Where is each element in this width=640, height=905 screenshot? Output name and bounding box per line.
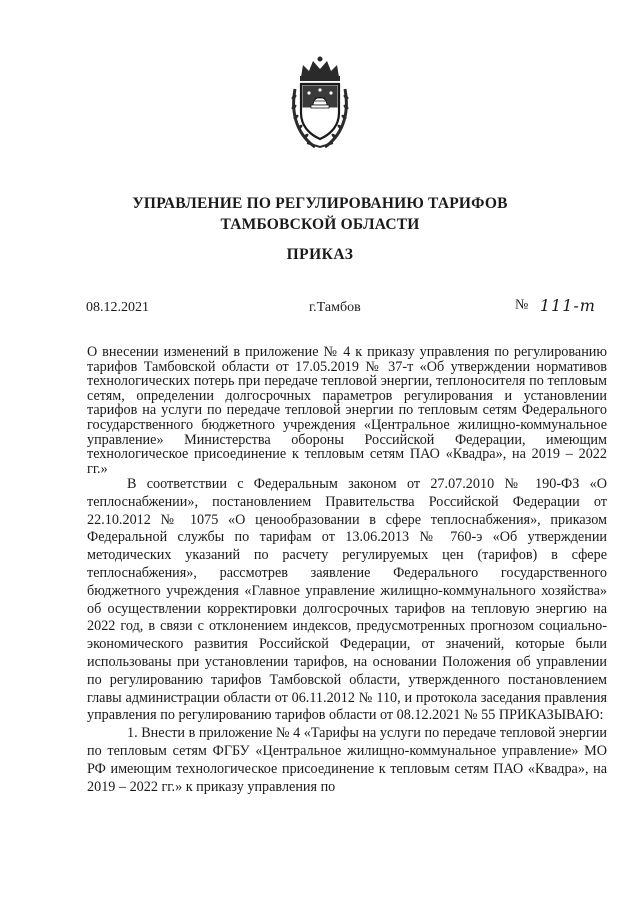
authority-line-1: УПРАВЛЕНИЕ ПО РЕГУЛИРОВАНИЮ ТАРИФОВ xyxy=(132,195,508,212)
order-subject: О внесении изменений в приложение № 4 к приказу управления по регулированию тарифов Тамбовской области от 17.05.2019 № 37-т «Об утверждении нормативов технологических потерь при передаче тепловой энергии, теплоносителя по тепловым сетям, определении долгосрочных параметров регулирования и установлении тарифов на услуги по передаче тепловой энергии по тепловым сетям Федерального государственного бюджетного учреждения «Центральное жилищно-коммунальное управление» Министерства обороны Российской Федерации, имеющим технологическое присоединение к тепловым сетям ПАО «Квадра», на 2019 – 2022 гг.» xyxy=(87,344,607,477)
tambov-coat-of-arms-emblem xyxy=(289,55,351,151)
authority-line-2: ТАМБОВСКОЙ ОБЛАСТИ xyxy=(220,216,420,233)
issuing-authority xyxy=(0,193,640,235)
order-date: 08.12.2021 xyxy=(86,300,149,315)
order-number xyxy=(515,296,596,315)
order-body xyxy=(87,476,607,796)
order-item-1: 1. Внести в приложение № 4 «Тарифы на услуги по передаче тепловой энергии по тепловым сетям ФГБУ «Центральное жилищно-коммунальное управление» МО РФ имеющим технологическое присоединение к тепловым сетям ПАО «Квадра», на 2019 – 2022 гг.» к приказу управления по xyxy=(87,725,607,795)
document-type-title: ПРИКАЗ xyxy=(286,246,354,263)
order-number-label: № xyxy=(515,297,529,313)
preamble-paragraph: В соответствии с Федеральным законом от 27.07.2010 № 190-ФЗ «О теплоснабжении», постановлением Правительства Российской Федерации от 22.10.2012 № 1075 «О ценообразовании в сфере теплоснабжения», приказом Федеральной службы по тарифам от 13.06.2013 № 760-э «Об утверждении методических указаний по расчету регулируемых цен (тарифов) в сфере теплоснабжения», рассмотрев заявление Федерального государственного бюджетного учреждения «Главное управление жилищно-коммунального хозяйства» об осуществлении корректировки долгосрочных тарифов на тепловую энергию на 2022 год, в связи с отклонением индексов, предусмотренных прогнозом социально-экономического развития Российской Федерации, от значений, которые были использованы при установлении тарифов, на основании Положения об управлении по регулированию тарифов Тамбовской области, утвержденного постановлением главы администрации области от 06.11.2012 № 110, и протокола заседания правления управления по регулированию тарифов области от 08.12.2021 № 55 ПРИКАЗЫВАЮ: xyxy=(87,476,607,724)
order-city: г.Тамбов xyxy=(309,300,361,315)
order-number-handwritten: 111-т xyxy=(539,296,596,315)
